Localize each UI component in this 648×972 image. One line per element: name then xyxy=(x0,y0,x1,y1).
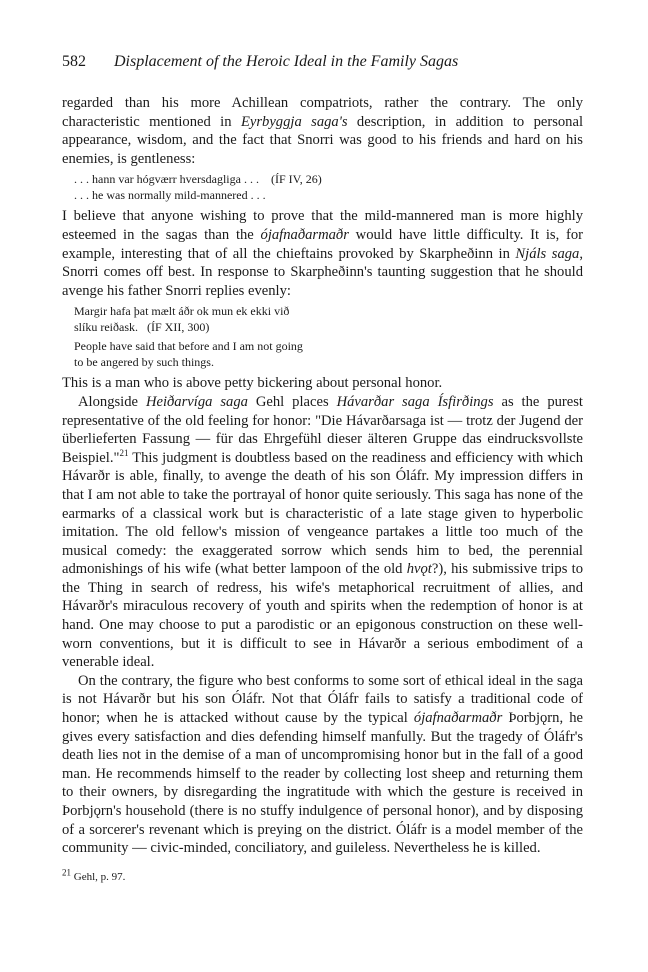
text-run: regarded than his more Achillean compatriots, rather the contrary. The only characteristic mentioned in xyxy=(62,95,583,130)
footnote-21 xyxy=(62,867,583,884)
quote-2-translation-line-1: People have said that before and I am not going xyxy=(74,339,303,354)
quote-1-original xyxy=(74,172,583,188)
quote-text: . . . hann var hógværr hversdagliga . . . xyxy=(74,172,259,187)
saga-title: Njáls saga xyxy=(515,245,580,262)
text-run: , Snorri comes off best. In response to Skarpheðinn's taunting suggestion that he should avenge his father Snorri replies evenly: xyxy=(62,245,583,299)
quote-2-translation xyxy=(74,339,583,370)
text-run: Gehl places xyxy=(247,393,337,410)
text-run: I believe that anyone wishing to prove that the mild-mannered man is more highly esteemed in the sagas than the xyxy=(62,208,583,243)
footnote-number: 21 xyxy=(62,867,71,878)
text-run: Þorbjǫrn, he gives every satisfaction and dies defending himself manfully. But the tragedy of Óláfr's death lies not in the demise of a man of uncompromising honor but in the fall of a good man. He recommends himself to the reader by collecting lost sheep and returning them to their owners, by disregarding the ingratitude with which the gesture is received in Þorbjǫrn's household (there is no stuffy indulgence of personal honor), and by disposing of a sorcerer's revenant which is preying on the district. Óláfr is a model member of the community — civic-minded, conciliatory, and guileless. Nevertheless he is killed. xyxy=(62,710,583,857)
quote-2-original-line-1: Margir hafa þat mælt áðr ok mun ek ekki við xyxy=(74,304,290,319)
text-run: Alongside xyxy=(78,393,146,410)
quote-2-translation-line-2: to be angered by such things. xyxy=(74,354,214,369)
term: ójafnaðarmaðr xyxy=(260,226,349,243)
text-run: On the contrary, the figure who best conforms to some sort of ethical ideal in the saga is not Hávarðr but his son Óláfr. Not that Óláfr fails to satisfy a traditional code of honor; when he is attacked without cause by the typical xyxy=(62,672,583,727)
citation: (ÍF XII, 300) xyxy=(147,319,210,334)
quote-text: slíku reiðask. xyxy=(74,319,138,334)
footnote-ref: 21 xyxy=(119,447,129,458)
text-run: ?), his submissive trips to the Thing in search of redress, his wife's metaphorical recruitment of allies, and Hávarðr's miraculous recovery of youth and spirits when the redemption of honor is at hand. One may choose to put a parodistic or an epigonous construction on these well-worn conventions, but it is difficult to see in Hávarðr a serious embodiment of a venerable ideal. xyxy=(62,561,583,671)
quote-2-original-line-2 xyxy=(74,320,583,336)
footnote-text: Gehl, p. 97. xyxy=(71,870,126,883)
quote-1 xyxy=(74,172,583,203)
paragraph-1 xyxy=(62,94,583,168)
text-run: as the purest representative of the old feeling for honor: "Die Hávarðarsaga ist — trotz der Jugend der überlieferten Fassung — für das Ehrgefühl dieser älteren Gruppe das eindrucksvollste Beispiel." xyxy=(62,393,583,466)
page-number: 582 xyxy=(62,53,86,70)
paragraph-2 xyxy=(62,207,583,300)
term: hvǫt xyxy=(406,561,432,578)
term: ójafnaðarmaðr xyxy=(413,710,503,727)
paragraph-3: This is a man who is above petty bickering about personal honor. xyxy=(62,375,443,392)
saga-title: Hávarðar saga Ísfirðings xyxy=(336,393,494,410)
page xyxy=(62,52,583,884)
citation: (ÍF IV, 26) xyxy=(270,172,322,187)
footnote-separator xyxy=(62,858,583,864)
saga-title: Eyrbyggja saga's xyxy=(240,113,348,130)
text-run: would have little difficulty. It is, for example, interesting that of all the chieftains provoked by Skarpheðinn in xyxy=(62,226,583,262)
paragraph-4 xyxy=(62,393,583,672)
text-run: This judgment is doubtless based on the readiness and efficiency with which Hávarðr is able, finally, to avenge the death of his son Óláfr. My impression differs in that I am not able to take the portrayal of honor quite seriously. This saga has none of the earmarks of a classical work but is characteristic of a late stage given to hyperbolic imitation. The old fellow's mission of vengeance partakes a little too much of the musical comedy: the exaggerated sorrow which sends him to bed, the perennial admonishings of his wife (what better lampoon of the old xyxy=(62,449,583,578)
paragraph-5 xyxy=(62,672,583,858)
saga-title: Heiðarvíga saga xyxy=(145,393,248,410)
running-title: Displacement of the Heroic Ideal in the Family Sagas xyxy=(114,53,459,70)
text-run: description, in addition to personal appearance, wisdom, and the fact that Snorri was good to his friends and hard on his enemies, is gentleness: xyxy=(62,113,584,167)
running-header xyxy=(62,52,583,72)
quote-2 xyxy=(74,304,583,335)
quote-1-translation: . . . he was normally mild-mannered . . . xyxy=(74,187,266,202)
